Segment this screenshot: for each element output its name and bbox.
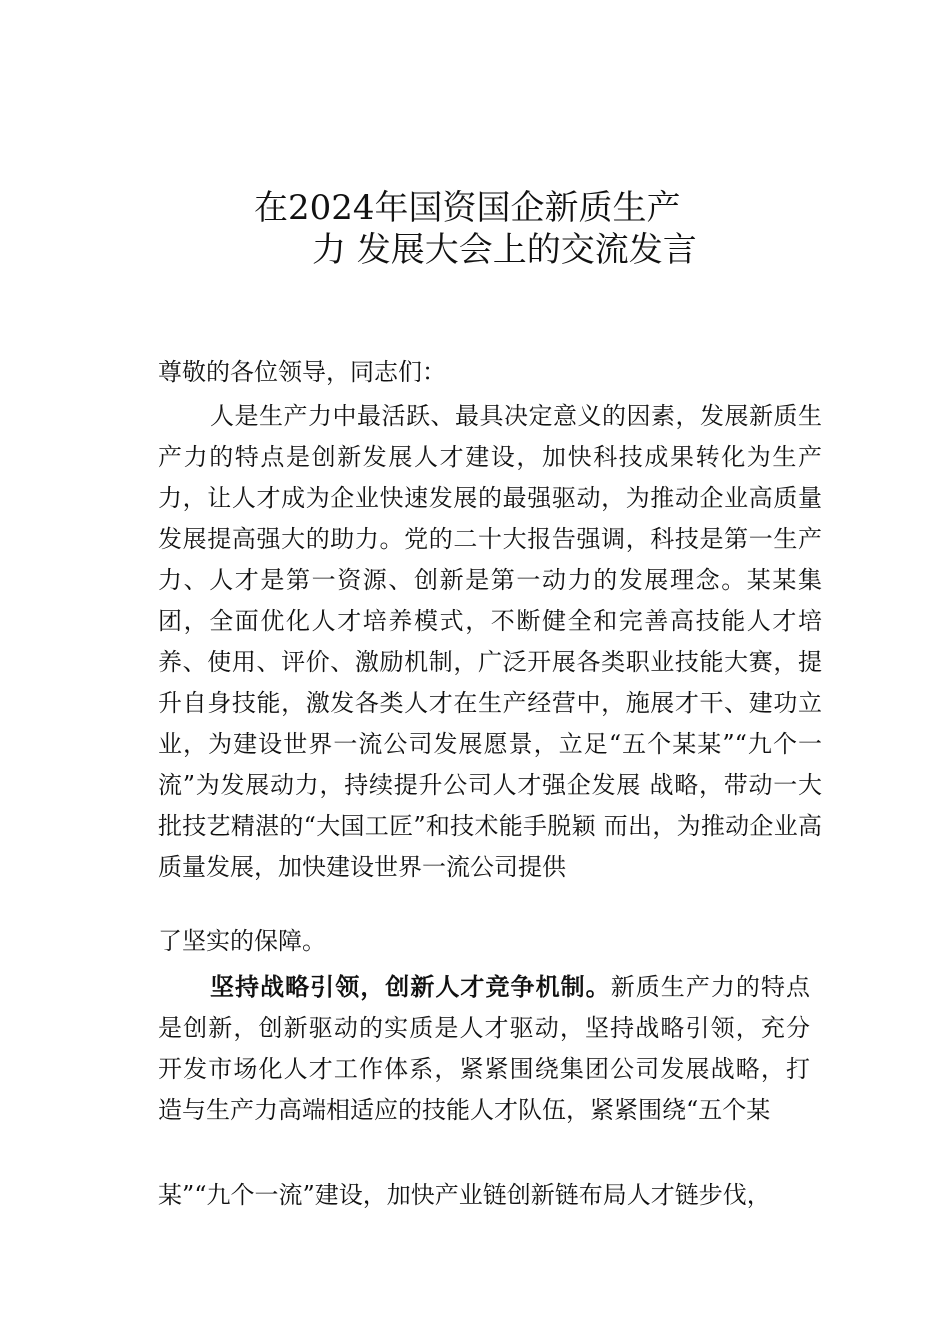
paragraph-2-lead: 坚持战略引领，创新人才竞争机制。 xyxy=(210,972,611,1001)
paragraph-1-continuation: 了坚实的保障。 xyxy=(158,927,326,955)
document-title-line-2: 力 发展大会上的交流发言 xyxy=(312,230,697,270)
paragraph-2-continuation: 某”“九个一流”建设，加快产业链创新链布局人才链步伐， xyxy=(158,1181,771,1209)
paragraph-2-body: 新质生产力的特点 是创新，创新驱动的实质是人才驱动，坚持战略引领，充分 开发市场化人才工作体系，紧紧围绕集团公司发展战略，打 造与生产力高端相适应的技能人才队伍，紧紧围绕“五个某 xyxy=(158,973,811,1124)
greeting: 尊敬的各位领导，同志们： xyxy=(158,358,446,386)
document-title-line-1: 在2024年国资国企新质生产 xyxy=(254,188,681,228)
paragraph-2 xyxy=(158,966,810,1131)
paragraph-1: 人是生产力中最活跃、最具决定意义的因素，发展新质生产力的特点是创新发展人才建设，加快科技成果转化为生产力，让人才成为企业快速发展的最强驱动，为推动企业高质量发展提高强大的助力。党的二十大报告强调，科技是第一生产力、人才是第一资源、创新是第一动力的发展理念。某某集团，全面优化人才培养模式，不断健全和完善高技能人才培养、使用、评价、激励机制，广泛开展各类职业技能大赛，提升自身技能，激发各类人才在生产经营中，施展才干、建功立业，为建设世界一流公司发展愿景，立足“五个某某”“九个一流”为发展动力，持续提升公司人才强企发展 战略，带动一大批技艺精湛的“大国工匠”和技术能手脱颖 而出，为推动企业高质量发展，加快建设世界一流公司提供 xyxy=(158,402,822,881)
